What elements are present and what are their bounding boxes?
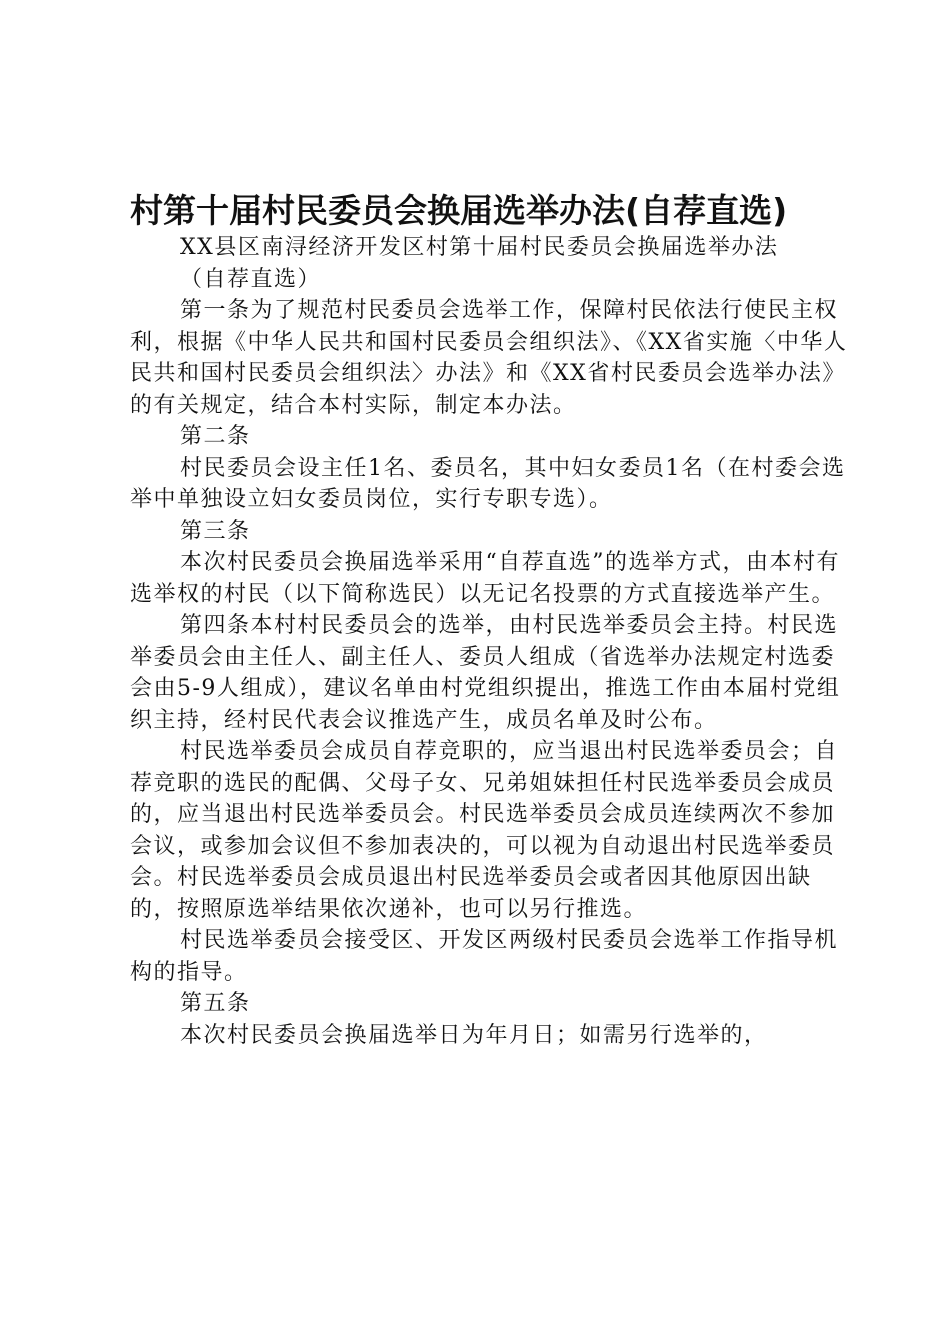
article-5-paragraph: 本次村民委员会换届选举日为年月日；如需另行选举的，	[180, 1022, 768, 1048]
article-1-paragraph: 第一条为了规范村民委员会选举工作，保障村民依法行使民主权利，根据《中华人民共和国村民委员会组织法》、《XX省实施〈中华人民共和国村民委员会组织法〉办法》和《XX省村民委员会选举办法》的有关规定，结合本村实际，制定本办法。	[130, 298, 848, 418]
document-title: 村第十届村民委员会换届选举办法(自荐直选)	[130, 191, 788, 230]
article-2-heading: 第二条	[180, 424, 251, 449]
document-subtitle: XX县区南浔经济开发区村第十届村民委员会换届选举办法	[180, 235, 779, 260]
article-4-paragraph-2: 村民选举委员会成员自荐竞职的，应当退出村民选举委员会；自荐竞职的选民的配偶、父母子女、兄弟姐妹担任村民选举委员会成员的，应当退出村民选举委员会。村民选举委员会成员连续两次不参加会议，或参加会议但不参加表决的，可以视为自动退出村民选举委员会。村民选举委员会成员退出村民选举委员会或者因其他原因出缺的，按照原选举结果依次递补，也可以另行推选。	[130, 739, 839, 922]
document-body	[130, 232, 850, 1051]
article-3-heading: 第三条	[180, 518, 251, 544]
article-3-paragraph: 本次村民委员会换届选举采用“自荐直选”的选举方式，由本村有选举权的村民（以下简称选民）以无记名投票的方式直接选举产生。	[130, 550, 840, 607]
article-2-paragraph: 村民委员会设主任1名、委员名，其中妇女委员1名（在村委会选举中单独设立妇女委员岗位，实行专职专选）。	[130, 455, 846, 512]
article-4-paragraph-3: 村民选举委员会接受区、开发区两级村民委员会选举工作指导机构的指导。	[130, 928, 839, 985]
article-5-heading: 第五条	[180, 991, 251, 1016]
article-4-paragraph: 第四条本村村民委员会的选举，由村民选举委员会主持。村民选举委员会由主任人、副主任人、委员人组成（省选举办法规定村选委会由5-9人组成），建议名单由村党组织提出，推选工作由本届村党组织主持，经村民代表会议推选产生，成员名单及时公布。	[130, 613, 841, 733]
subtitle-note: （自荐直选）	[180, 266, 322, 292]
